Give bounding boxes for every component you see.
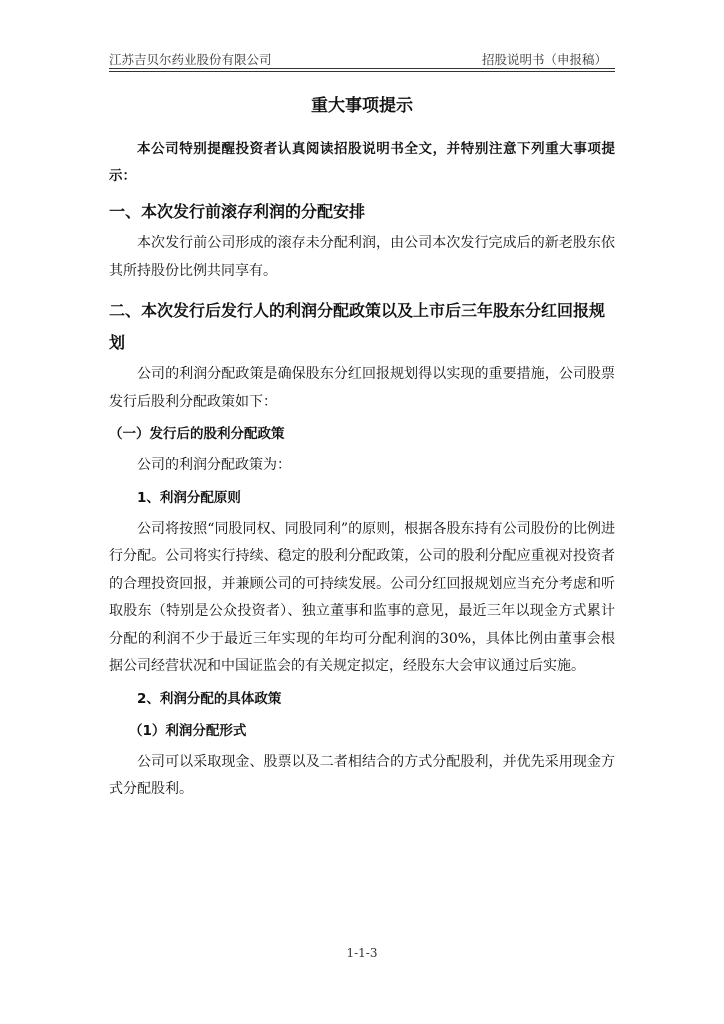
subitem-1-body: 公司可以采取现金、股票以及二者相结合的方式分配股利，并优先采用现金方式分配股利。 [109,753,615,797]
subsection-1-heading: （一）发行后的股利分配政策 [109,426,285,442]
page-title: 重大事项提示 [311,96,413,116]
item-1-body: 公司将按照“同股同权、同股同利”的原则，根据各股东持有公司股份的比例进行分配。公司将实行持续、稳定的股利分配政策，公司的股利分配应重视对投资者的合理投资回报，并兼顾公司的可持续发展。公司分红回报规划应当充分考虑和听取股东（特别是公众投资者）、独立董事和监事的意见，最近三年以现金方式累计分配的利润不少于最近三年实现的年均可分配利润的30%，具体比例由董事会根据公司经营状况和中国证监会的有关规定拟定，经股东大会审议通过后实施。 [109,520,615,674]
header-company-name: 江苏吉贝尔药业股份有限公司 [109,52,272,67]
item-2-heading: 2、利润分配的具体政策 [137,690,282,707]
section-2-heading: 二、本次发行后发行人的利润分配政策以及上市后三年股东分红回报规划 [109,301,606,352]
item-1-heading: 1、利润分配原则 [137,489,241,506]
subsection-1-body: 公司的利润分配政策为： [137,457,291,473]
subitem-1-heading: （1）利润分配形式 [129,722,247,739]
header-document-type: 招股说明书（申报稿） [481,52,607,67]
header-rule-thick [109,68,615,69]
section-2-body: 公司的利润分配政策是确保股东分红回报规划得以实现的重要措施，公司股票发行后股利分配政策如下： [109,366,615,410]
page-header [109,50,615,70]
document-body [109,92,615,804]
section-1-body: 本次发行前公司形成的滚存未分配利润，由公司本次发行完成后的新老股东依其所持股份比例共同享有。 [109,235,615,279]
page-number: 1-1-3 [346,946,378,960]
section-1-heading: 一、本次发行前滚存利润的分配安排 [109,202,366,221]
intro-paragraph: 本公司特别提醒投资者认真阅读招股说明书全文，并特别注意下列重大事项提示： [109,141,615,184]
header-rule-thin [109,71,615,72]
